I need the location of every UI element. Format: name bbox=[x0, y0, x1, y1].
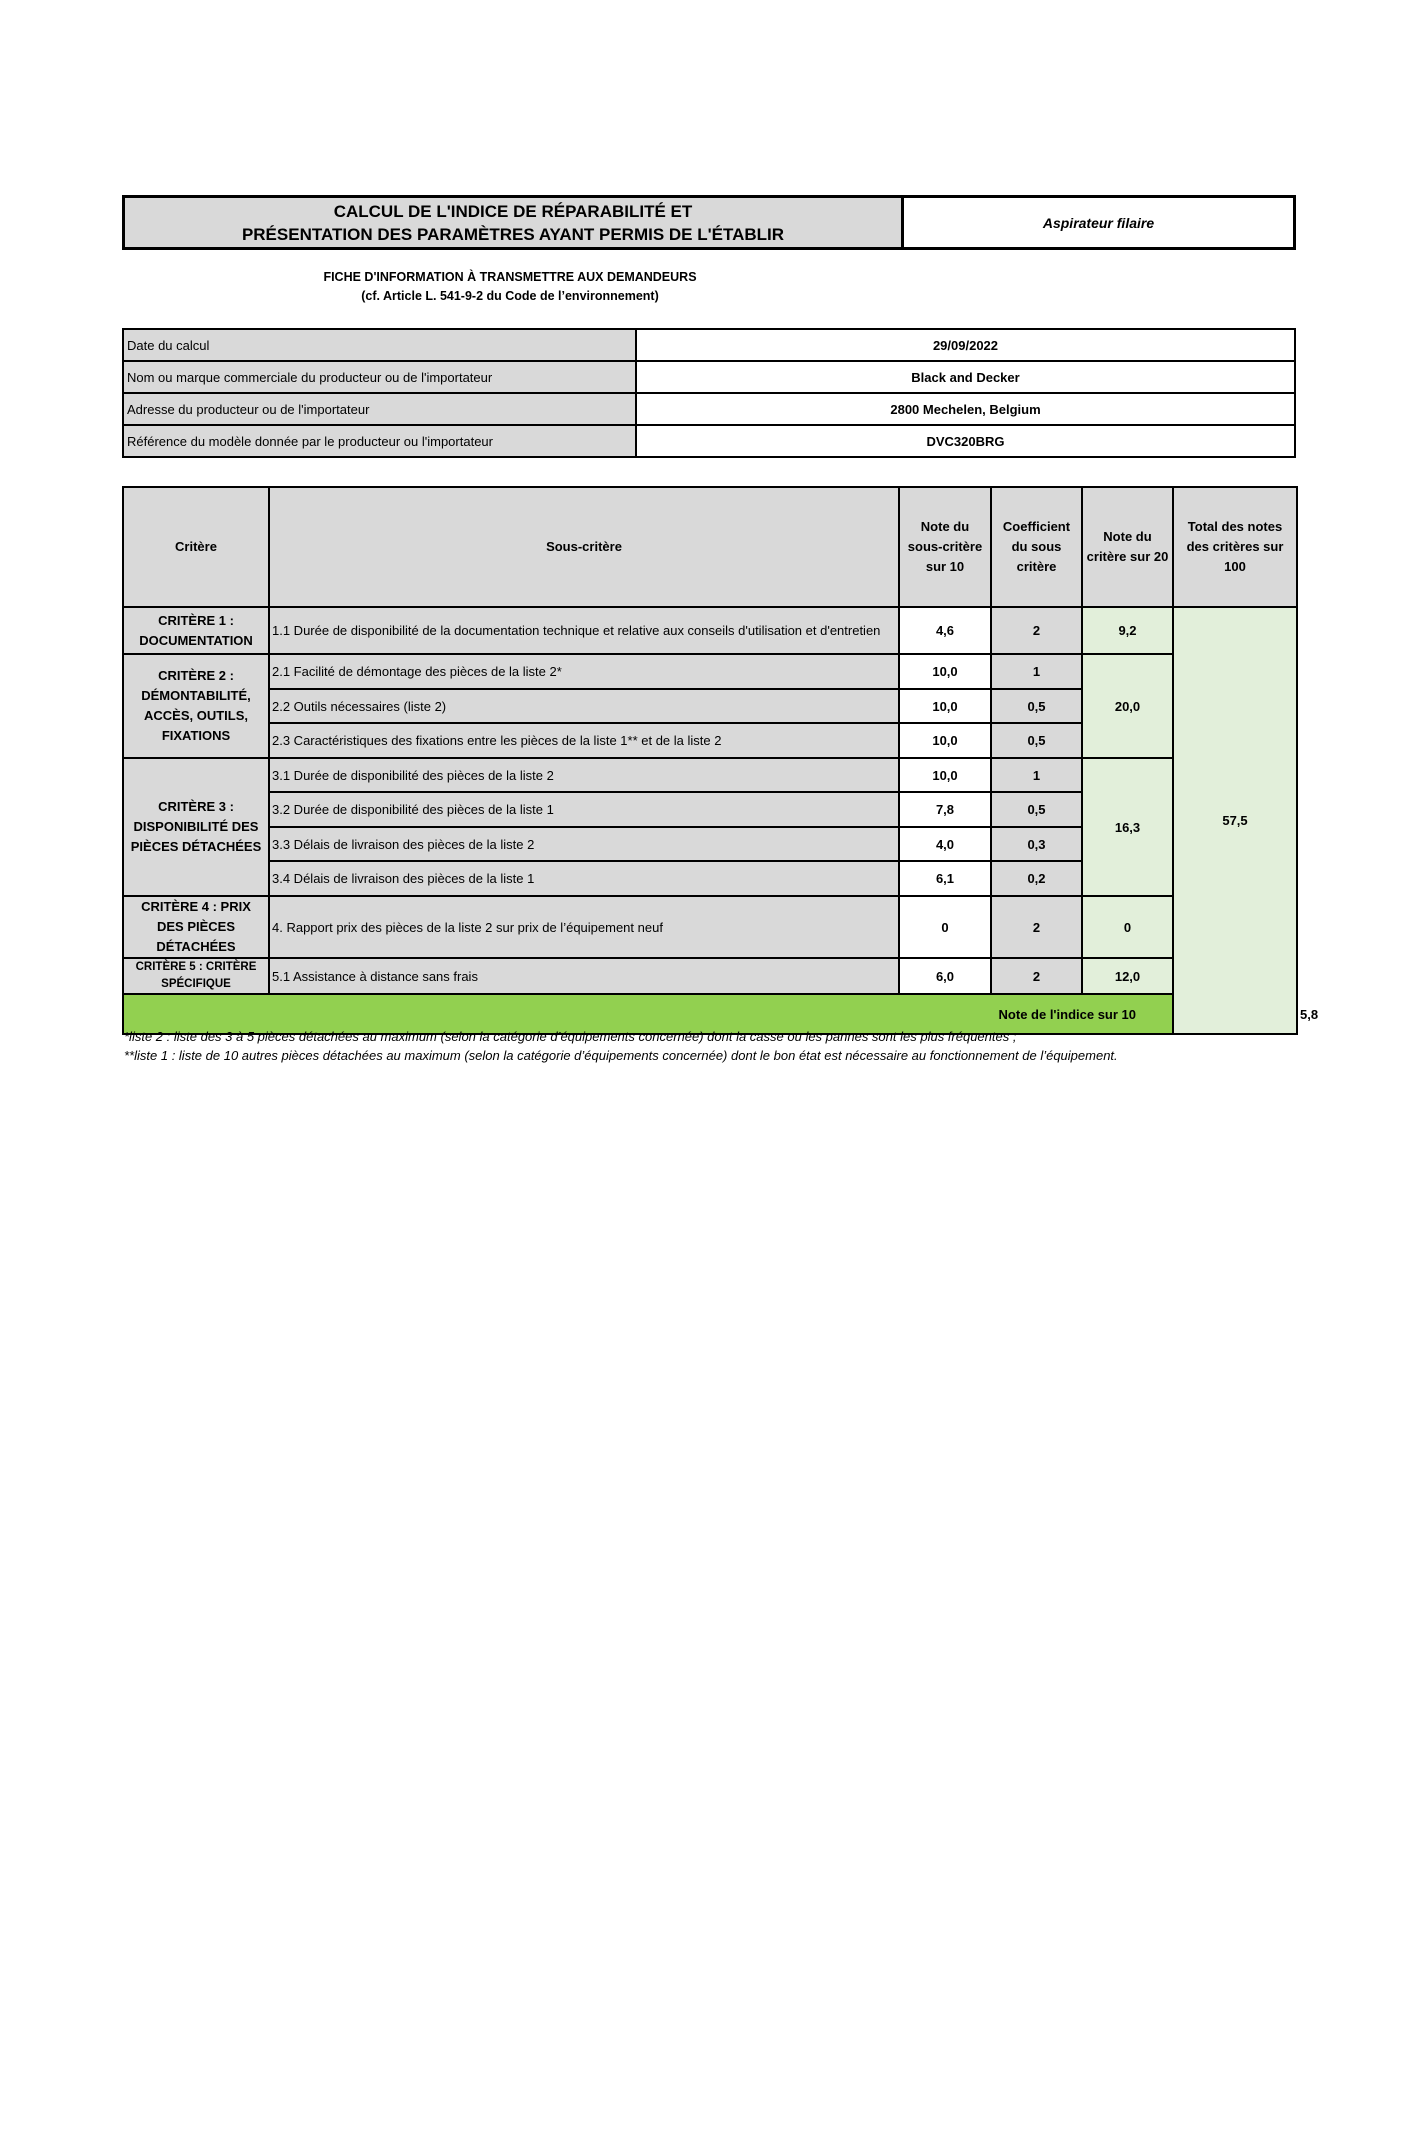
info-table bbox=[122, 328, 1296, 458]
sub-criterion: 1.1 Durée de disponibilité de la documentation technique et relative aux conseils d'utilisation et d'entretien bbox=[269, 607, 899, 654]
table-row bbox=[123, 758, 1297, 792]
sub-note: 10,0 bbox=[899, 689, 991, 723]
info-value: Black and Decker bbox=[636, 361, 1295, 393]
table-row bbox=[123, 896, 1297, 958]
title-block bbox=[122, 195, 1296, 250]
criterion-2: CRITÈRE 2 : DÉMONTABILITÉ, ACCÈS, OUTILS, FIXATIONS bbox=[123, 654, 269, 758]
header-total: Total des notes des critères sur 100 bbox=[1173, 487, 1297, 607]
sub-criterion: 2.3 Caractéristiques des fixations entre les pièces de la liste 1** et de la liste 2 bbox=[269, 723, 899, 758]
sub-coef: 2 bbox=[991, 607, 1082, 654]
info-label: Référence du modèle donnée par le producteur ou l'importateur bbox=[123, 425, 636, 457]
final-row: Note de l'indice sur 10 5,8 bbox=[123, 994, 1297, 1034]
criterion-score: 12,0 bbox=[1082, 958, 1173, 994]
sub-note: 0 bbox=[899, 896, 991, 958]
sub-note: 4,0 bbox=[899, 827, 991, 861]
sub-coef: 0,3 bbox=[991, 827, 1082, 861]
footnote-1: *liste 2 : liste des 3 à 5 pièces détachées au maximum (selon la catégorie d’équipements concernée) dont la casse ou les pannes sont les plus fréquentes ; bbox=[124, 1029, 1017, 1044]
header-coef: Coefficient du sous critère bbox=[991, 487, 1082, 607]
sub-criterion: 2.2 Outils nécessaires (liste 2) bbox=[269, 689, 899, 723]
criterion-score: 9,2 bbox=[1082, 607, 1173, 654]
sub-criterion: 3.4 Délais de livraison des pièces de la liste 1 bbox=[269, 861, 899, 896]
sub-criterion: 3.3 Délais de livraison des pièces de la liste 2 bbox=[269, 827, 899, 861]
total-score: 57,5 bbox=[1173, 607, 1297, 1034]
info-value: DVC320BRG bbox=[636, 425, 1295, 457]
info-label: Adresse du producteur ou de l'importateur bbox=[123, 393, 636, 425]
sub-coef: 2 bbox=[991, 958, 1082, 994]
sub-note: 6,0 bbox=[899, 958, 991, 994]
sub-note: 7,8 bbox=[899, 792, 991, 827]
sub-criterion: 5.1 Assistance à distance sans frais bbox=[269, 958, 899, 994]
info-label: Nom ou marque commerciale du producteur ou de l'importateur bbox=[123, 361, 636, 393]
footnotes bbox=[124, 1027, 1324, 1065]
info-row bbox=[123, 425, 1295, 457]
table-row bbox=[123, 958, 1297, 994]
sub-criterion: 4. Rapport prix des pièces de la liste 2 sur prix de l’équipement neuf bbox=[269, 896, 899, 958]
header-sous-critere: Sous-critère bbox=[269, 487, 899, 607]
info-row bbox=[123, 361, 1295, 393]
sub-coef: 1 bbox=[991, 758, 1082, 792]
sub-coef: 1 bbox=[991, 654, 1082, 689]
info-value: 2800 Mechelen, Belgium bbox=[636, 393, 1295, 425]
sub-note: 10,0 bbox=[899, 758, 991, 792]
sub-criterion: 2.1 Facilité de démontage des pièces de la liste 2* bbox=[269, 654, 899, 689]
sub-note: 6,1 bbox=[899, 861, 991, 896]
criterion-score: 16,3 bbox=[1082, 758, 1173, 896]
sub-coef: 0,2 bbox=[991, 861, 1082, 896]
sub-coef: 0,5 bbox=[991, 689, 1082, 723]
product-type: Aspirateur filaire bbox=[1042, 214, 1155, 231]
criterion-score: 0 bbox=[1082, 896, 1173, 958]
sub-coef: 0,5 bbox=[991, 792, 1082, 827]
header-row bbox=[123, 487, 1297, 607]
sub-criterion: 3.1 Durée de disponibilité des pièces de la liste 2 bbox=[269, 758, 899, 792]
sub-coef: 2 bbox=[991, 896, 1082, 958]
subtitle bbox=[122, 268, 898, 306]
criterion-1: CRITÈRE 1 : DOCUMENTATION bbox=[123, 607, 269, 654]
subtitle-line-2: (cf. Article L. 541-9-2 du Code de l’environnement) bbox=[361, 289, 659, 303]
info-value: 29/09/2022 bbox=[636, 329, 1295, 361]
header-critere: Critère bbox=[123, 487, 269, 607]
table-row bbox=[123, 607, 1297, 654]
score-table bbox=[122, 486, 1319, 1035]
sub-criterion: 3.2 Durée de disponibilité des pièces de la liste 1 bbox=[269, 792, 899, 827]
footnote-2: **liste 1 : liste de 10 autres pièces détachées au maximum (selon la catégorie d’équipements concernée) dont le bon état est nécessaire au fonctionnement de l’équipement. bbox=[124, 1048, 1118, 1063]
criterion-4: CRITÈRE 4 : PRIX DES PIÈCES DÉTACHÉES bbox=[123, 896, 269, 958]
document-title bbox=[125, 198, 904, 247]
title-line-2: PRÉSENTATION DES PARAMÈTRES AYANT PERMIS DE L'ÉTABLIR bbox=[241, 224, 785, 244]
final-score-label: Note de l'indice sur 10 bbox=[123, 994, 1173, 1034]
header-note-critere: Note du critère sur 20 bbox=[1082, 487, 1173, 607]
table-row bbox=[123, 654, 1297, 689]
sub-note: 10,0 bbox=[899, 723, 991, 758]
sub-coef: 0,5 bbox=[991, 723, 1082, 758]
title-line-1: CALCUL DE L'INDICE DE RÉPARABILITÉ ET bbox=[333, 201, 693, 221]
info-label: Date du calcul bbox=[123, 329, 636, 361]
criterion-5: CRITÈRE 5 : CRITÈRE SPÉCIFIQUE bbox=[123, 958, 269, 994]
header-note-sous: Note du sous-critère sur 10 bbox=[899, 487, 991, 607]
criterion-score: 20,0 bbox=[1082, 654, 1173, 758]
info-row bbox=[123, 329, 1295, 361]
criterion-3: CRITÈRE 3 : DISPONIBILITÉ DES PIÈCES DÉTACHÉES bbox=[123, 758, 269, 896]
sub-note: 4,6 bbox=[899, 607, 991, 654]
info-row bbox=[123, 393, 1295, 425]
sub-note: 10,0 bbox=[899, 654, 991, 689]
subtitle-line-1: FICHE D'INFORMATION À TRANSMETTRE AUX DEMANDEURS bbox=[323, 270, 697, 284]
